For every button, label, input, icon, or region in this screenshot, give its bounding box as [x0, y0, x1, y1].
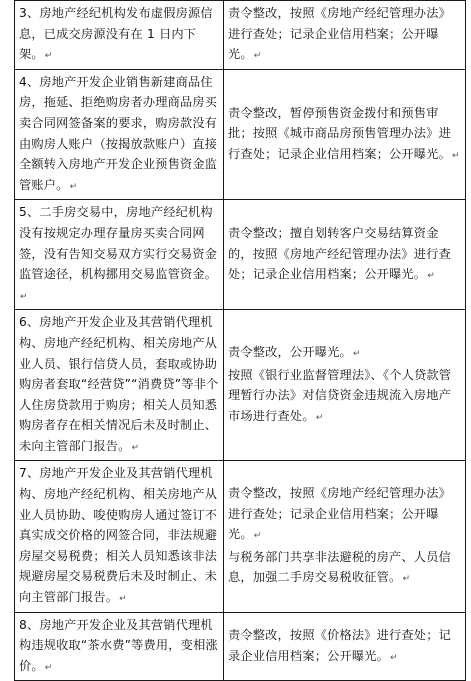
action-cell [224, 69, 466, 200]
issue-cell [15, 461, 224, 612]
issue-text: 3、房地产经纪机构发布虚假房源信息，已成交房源没有在 1 日内下架。 [19, 6, 213, 62]
issue-text: 4、房地产开发企业销售新建商品住房，拖延、拒绝购房者办理商品房买卖合同网签备案的要求，购房款没有由购房人账户（按揭放款账户）直接全额转入房地产开发企业预售资金监管账户。 [19, 74, 218, 192]
paragraph-mark-icon: ↵ [44, 51, 53, 62]
issue-text: 6、房地产开发企业及其营销代理机构、房地产经纪机构、相关房地产从业人员、银行信贷人员，套取或协助购房者套取“经营贷”“消费贷”等非个人住房贷款用于购房；相关人员知悉购房者存在相关情况后未及时制止、未向主管部门报告。 [19, 315, 219, 453]
paragraph-mark-icon: ↵ [427, 271, 435, 282]
table-row [15, 1, 466, 70]
action-cell [224, 461, 466, 612]
issue-cell [15, 612, 224, 681]
paragraph-mark-icon: ↵ [131, 442, 140, 453]
issue-text: 7、房地产开发企业及其营销代理机构、房地产经纪机构、相关房地产从业人员协助、唆使购房人通过签订不真实成交价格的网签合同，非法规避房屋交易税费；相关人员知悉该非法规避房屋交易税费后未及时制止、未向主管部门报告。 [19, 466, 218, 605]
paragraph-mark-icon: ↵ [20, 291, 28, 302]
paragraph-mark-icon: ↵ [69, 181, 78, 192]
paragraph-mark-icon: ↵ [119, 594, 127, 605]
issue-cell [15, 69, 224, 200]
action-text: 责令整改；擅自划转客户交易结算资金的，按照《房地产经纪管理办法》进行查处；记录企业信用档案；公开曝光。 [228, 225, 451, 282]
paragraph-mark-icon: ↵ [390, 652, 398, 663]
action-cell [224, 612, 466, 681]
paragraph-mark-icon: ↵ [352, 349, 361, 360]
rectification-table [14, 0, 466, 681]
table-row [15, 310, 466, 461]
table-row [15, 612, 466, 681]
action-text: 责令整改，按照《价格法》进行查处；记录企业信用档案；公开曝光。 [228, 627, 451, 663]
issue-cell [15, 200, 224, 310]
paragraph-mark-icon: ↵ [44, 662, 53, 673]
paragraph-mark-icon: ↵ [451, 150, 460, 161]
table-row [15, 200, 466, 310]
table-row [15, 69, 466, 200]
action-text: 按照《银行业监督管理法》、《个人贷款管理暂行办法》对信贷资金违规流入房地产市场进行查处。 [228, 367, 452, 423]
paragraph-mark-icon: ↵ [253, 531, 262, 542]
paragraph-mark-icon: ↵ [253, 51, 262, 62]
action-text: 责令整改，暂停预售资金拨付和预售审批；按照《城市商品房预售管理办法》进行查处；记录企业信用档案；公开曝光。 [228, 105, 451, 161]
action-text: 责令整改，按照《房地产经纪管理办法》进行查处；记录企业信用档案；公开曝光。 [228, 6, 451, 62]
paragraph-mark-icon: ↵ [402, 574, 411, 585]
action-text: 责令整改，按照《房地产经纪管理办法》进行查处；记录企业信用档案；公开曝光。 [228, 486, 451, 542]
issue-cell [15, 310, 224, 461]
issue-text: 8、房地产开发企业及其营销代理机构违规收取“茶水费”等费用，变相涨价。 [19, 617, 218, 673]
action-cell [224, 200, 466, 310]
table-row [15, 461, 466, 612]
paragraph-mark-icon: ↵ [315, 412, 324, 423]
action-cell [224, 1, 466, 70]
action-cell [224, 310, 466, 461]
issue-cell [15, 1, 224, 70]
issue-text: 5、二手房交易中，房地产经纪机构没有按规定办理存量房买卖合同网签，没有告知交易双方实行交易资金监管途径，机构挪用交易监管资金。 [19, 205, 218, 282]
action-text: 责令整改，公开曝光。 [228, 345, 352, 360]
action-text: 与税务部门共享非法避税的房产、人员信息，加强二手房交易税收征管。 [228, 549, 451, 585]
